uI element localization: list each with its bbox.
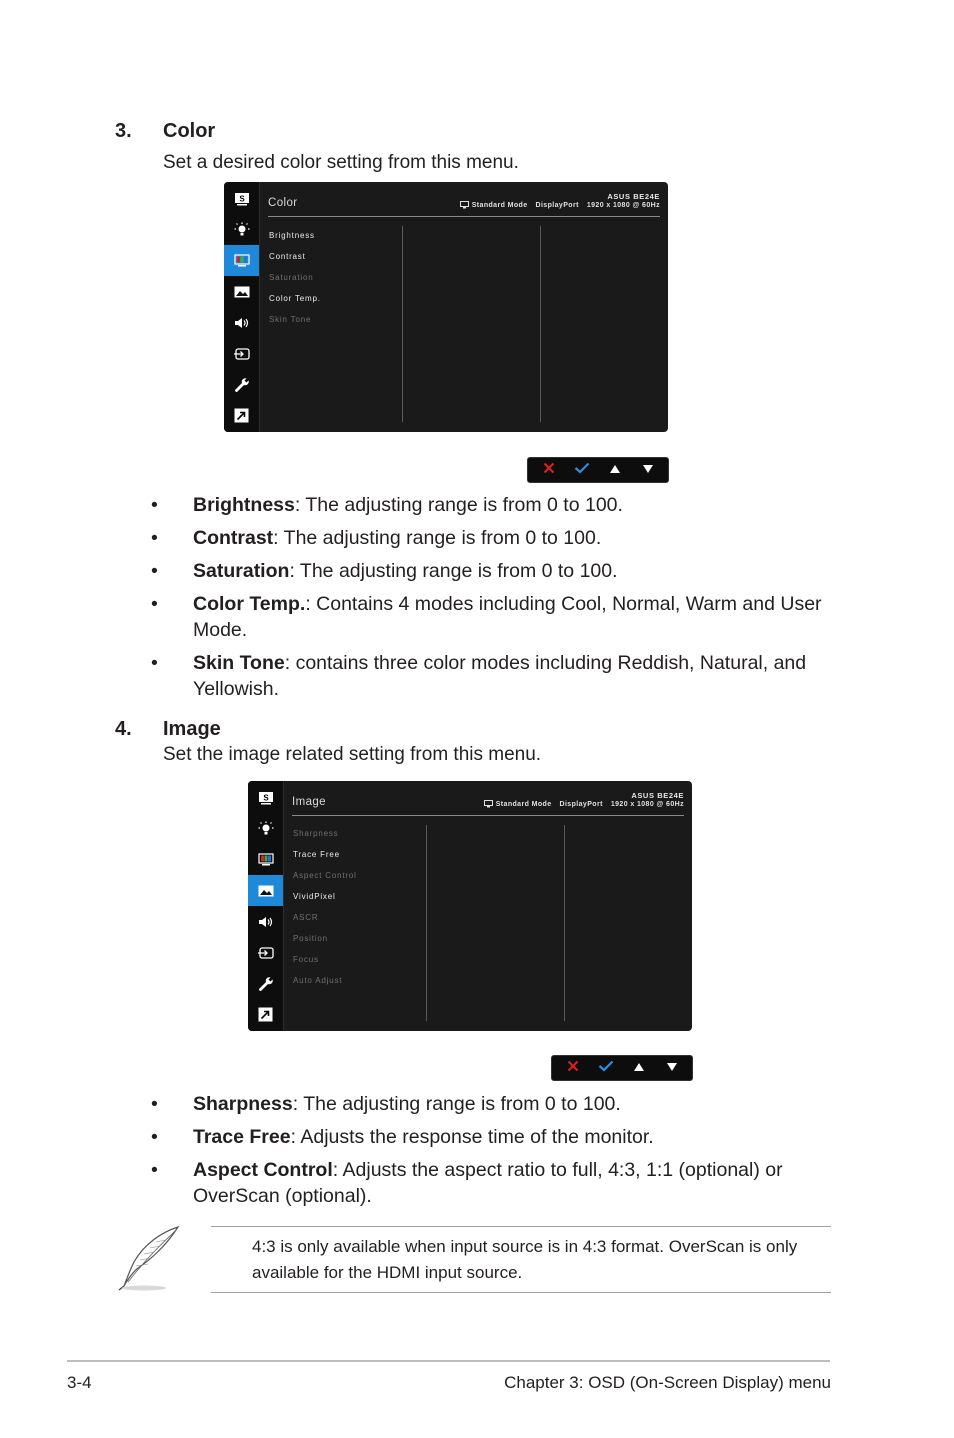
bullet-description: : The adjusting range is from 0 to 100. [292, 1093, 621, 1115]
osd-menu-item[interactable]: Skin Tone [269, 315, 312, 324]
section-3-number: 3. [115, 120, 132, 142]
osd-column-divider [564, 825, 565, 1021]
osd-menu-item[interactable]: ASCR [293, 913, 319, 922]
bullet-marker: • [151, 560, 158, 582]
chapter-title: Chapter 3: OSD (On-Screen Display) menu [504, 1373, 831, 1392]
shortcut-icon [258, 1007, 273, 1022]
osd-sidebar [224, 182, 260, 432]
osd-column-divider [402, 226, 403, 422]
system-setup-icon [258, 976, 274, 992]
monitor-icon [484, 800, 493, 808]
osd-menu-item[interactable]: Focus [293, 955, 319, 964]
osd-sidebar [248, 781, 284, 1031]
osd-mode: Standard Mode [495, 800, 552, 808]
sidebar-tab-shortcut[interactable] [224, 400, 259, 431]
osd-menu-item[interactable]: Brightness [269, 231, 315, 240]
bullet-term: Skin Tone [193, 652, 285, 674]
sound-icon [234, 317, 250, 329]
close-icon [567, 1059, 579, 1077]
input-select-icon [234, 348, 250, 360]
osd-input: DisplayPort [535, 201, 579, 209]
footer-rule [67, 1360, 830, 1362]
osd-menu-item[interactable]: Position [293, 934, 328, 943]
monitor-icon [460, 201, 469, 209]
note-top-rule [211, 1226, 831, 1227]
sidebar-tab-system-setup[interactable] [224, 369, 259, 400]
bullet-item [151, 1091, 833, 1117]
sidebar-tab-color[interactable] [248, 844, 283, 875]
sidebar-tab-input-select[interactable] [248, 937, 283, 968]
osd-divider [268, 216, 660, 217]
bullet-marker: • [151, 1093, 158, 1115]
osd-menu-item[interactable]: Aspect Control [293, 871, 357, 880]
osd-menu-item[interactable]: Trace Free [293, 850, 340, 859]
bullet-item [151, 492, 833, 518]
arrow-up-button[interactable] [627, 1058, 651, 1078]
osd-menu-item[interactable]: VividPixel [293, 892, 336, 901]
bullet-marker: • [151, 1126, 158, 1148]
bullet-term: Color Temp. [193, 593, 306, 615]
color-icon [234, 254, 250, 267]
bullet-term: Brightness [193, 494, 295, 516]
sidebar-tab-input-select[interactable] [224, 338, 259, 369]
close-button[interactable] [561, 1058, 585, 1078]
sidebar-tab-sound[interactable] [224, 307, 259, 338]
splendid-icon [258, 791, 274, 805]
arrow-down-button[interactable] [660, 1058, 684, 1078]
check-button[interactable] [570, 460, 594, 480]
osd-column-divider [426, 825, 427, 1021]
check-icon [598, 1059, 614, 1077]
osd-navigation-bar [527, 457, 669, 483]
bullet-description: : The adjusting range is from 0 to 100. [273, 527, 602, 549]
splendid-icon [234, 192, 250, 206]
osd-menu-item[interactable]: Auto Adjust [293, 976, 343, 985]
sidebar-tab-shortcut[interactable] [248, 999, 283, 1030]
sidebar-tab-splendid[interactable] [248, 782, 283, 813]
bullet-marker: • [151, 527, 158, 549]
sidebar-tab-image[interactable] [224, 276, 259, 307]
svg-text:S: S [262, 793, 269, 802]
section-4-description: Set the image related setting from this menu. [163, 744, 542, 765]
svg-text:S: S [238, 194, 245, 203]
bullet-marker: • [151, 593, 158, 615]
bullet-item [151, 1157, 833, 1209]
arrow-down-icon [642, 461, 654, 479]
blue-light-icon [258, 821, 274, 837]
color-osd-window [224, 182, 668, 432]
osd-resolution: 1920 x 1080 @ 60Hz [586, 201, 660, 209]
note-feather-icon [114, 1224, 184, 1297]
image-icon [234, 286, 250, 298]
sidebar-tab-blue-light[interactable] [248, 813, 283, 844]
osd-resolution: 1920 x 1080 @ 60Hz [610, 800, 684, 808]
bullet-description: : contains three color modes including Reddish, Natural, and Yellowish. [193, 652, 807, 700]
sidebar-tab-sound[interactable] [248, 906, 283, 937]
bullet-description: : The adjusting range is from 0 to 100. [294, 494, 623, 516]
image-osd-window [248, 781, 692, 1031]
osd-model: ASUS BE24E [631, 791, 684, 800]
image-icon [258, 885, 274, 897]
bullet-term: Aspect Control [193, 1159, 333, 1181]
close-icon [543, 461, 555, 479]
bullet-item [151, 591, 833, 643]
osd-mode: Standard Mode [471, 201, 528, 209]
arrow-up-icon [633, 1059, 645, 1077]
sidebar-tab-color[interactable] [224, 245, 259, 276]
arrow-down-button[interactable] [636, 460, 660, 480]
note-text: 4:3 is only available when input source is in 4:3 format. OverScan is only available for the HDMI input source. [252, 1237, 798, 1282]
osd-status [460, 201, 660, 209]
osd-menu-item[interactable]: Color Temp. [269, 294, 321, 303]
osd-input: DisplayPort [559, 800, 603, 808]
bullet-description: : Contains 4 modes including Cool, Normal, Warm and User Mode. [193, 593, 822, 641]
section-3-description: Set a desired color setting from this menu. [163, 152, 519, 173]
bullet-term: Saturation [193, 560, 290, 582]
close-button[interactable] [537, 460, 561, 480]
osd-divider [292, 815, 684, 816]
osd-title: Image [292, 796, 326, 808]
section-3-title: Color [163, 120, 216, 142]
osd-model: ASUS BE24E [607, 192, 660, 201]
osd-column-divider [540, 226, 541, 422]
section-4-title: Image [163, 718, 221, 740]
arrow-up-icon [609, 461, 621, 479]
page-number: 3-4 [67, 1373, 92, 1392]
check-button[interactable] [594, 1058, 618, 1078]
osd-navigation-bar [551, 1055, 693, 1081]
section-4-number: 4. [115, 718, 132, 740]
bullet-marker: • [151, 652, 158, 674]
arrow-up-button[interactable] [603, 460, 627, 480]
bullet-term: Trace Free [193, 1126, 291, 1148]
shortcut-icon [234, 408, 249, 423]
bullet-term: Contrast [193, 527, 274, 549]
sidebar-tab-blue-light[interactable] [224, 214, 259, 245]
osd-title: Color [268, 197, 298, 209]
bullet-description: : The adjusting range is from 0 to 100. [289, 560, 618, 582]
bullet-description: : Adjusts the response time of the monitor. [290, 1126, 654, 1148]
bullet-marker: • [151, 494, 158, 516]
bullet-item [151, 1124, 833, 1150]
system-setup-icon [234, 377, 250, 393]
sidebar-tab-splendid[interactable] [224, 183, 259, 214]
bullet-term: Sharpness [193, 1093, 293, 1115]
osd-status [484, 800, 684, 808]
sidebar-tab-system-setup[interactable] [248, 968, 283, 999]
blue-light-icon [234, 222, 250, 238]
check-icon [574, 461, 590, 479]
bullet-item [151, 525, 833, 551]
sidebar-tab-image[interactable] [248, 875, 283, 906]
osd-menu-item[interactable]: Sharpness [293, 829, 339, 838]
sound-icon [258, 916, 274, 928]
color-icon [258, 853, 274, 866]
bullet-item [151, 558, 833, 584]
bullet-item [151, 650, 833, 702]
osd-menu-item[interactable]: Saturation [269, 273, 314, 282]
input-select-icon [258, 947, 274, 959]
arrow-down-icon [666, 1059, 678, 1077]
osd-menu-item[interactable]: Contrast [269, 252, 306, 261]
note-bottom-rule [211, 1292, 831, 1293]
bullet-marker: • [151, 1159, 158, 1181]
bullet-description: : Adjusts the aspect ratio to full, 4:3, 1:1 (optional) or OverScan (optional). [193, 1159, 783, 1207]
